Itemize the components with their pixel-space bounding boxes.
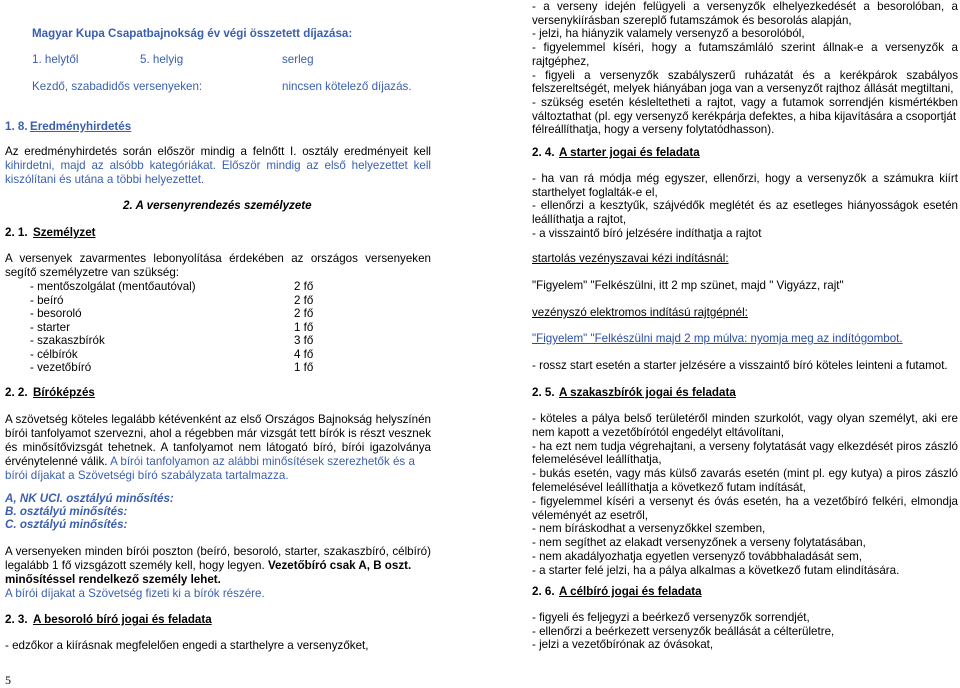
text-line: rajtgéphez, bbox=[532, 54, 590, 68]
text-line: véleményét az esetről, bbox=[532, 508, 648, 522]
section-2-2-title: Bíróképzés bbox=[33, 386, 95, 399]
text-line: felemelésével leállíthatja, bbox=[532, 453, 662, 467]
staff-count: 2 fő bbox=[294, 307, 314, 320]
section-2-4-number: 2. 4. bbox=[532, 146, 555, 159]
text-line: - köteles a pálya belső területéről minden szurkolót, vagy olyan személyt, aki ere bbox=[532, 412, 958, 425]
section-2-3-line: - edzőkor a kiírásnak megfelelően engedi a starthelyre a versenyzőket, bbox=[5, 639, 369, 652]
text-line: változtathat (pl. egy versenyző kerékpárja defektes, a hiba kijavítására a csoportját bbox=[532, 109, 957, 123]
staff-role: - célbírók bbox=[30, 347, 78, 361]
staff-role: - szakaszbírók bbox=[30, 334, 105, 347]
text-line: - ha ezt nem tudja végrehajtani, a verseny folytatását vagy elkezdését piros zászló bbox=[532, 439, 958, 453]
positions-line: minősítéssel rendelkező személy lehet. bbox=[5, 573, 221, 586]
section-2-5-number: 2. 5. bbox=[532, 386, 555, 399]
section-2-4-title: A starter jogai és feladata bbox=[559, 146, 700, 159]
section-1-8-line: Az eredményhirdetés során először mindig a felnőtt I. osztály eredményeit kell bbox=[5, 145, 431, 158]
text-line: - figyelemmel kíséri, hogy a futamszámláló szerint állnak-e a versenyzők a bbox=[532, 41, 958, 55]
text-line: - figyeli és feljegyzi a beérkező versenyzők sorrendjét, bbox=[532, 611, 810, 624]
text-line: starthelyet foglalták-e el, bbox=[532, 185, 658, 199]
section-2-3-number: 2. 3. bbox=[5, 613, 28, 626]
class-a: A, NK UCI. osztályú minősítés: bbox=[5, 492, 174, 505]
text-line: - a verseny idején felügyeli a versenyzők elhelyezkedését a besorolóban, a bbox=[532, 0, 958, 13]
positions-line: A versenyeken minden bírói poszton (beíró, besoroló, starter, szakaszbíró, célbíró) bbox=[5, 545, 431, 558]
text-line: - ha van rá módja még egyszer, ellenőrzi, hogy a versenyzők a számukra kiírt bbox=[532, 172, 958, 185]
text-line: - a visszaintő bíró jelzésére indíthatja a rajtot bbox=[532, 226, 762, 240]
staff-count: 1 fő bbox=[294, 320, 314, 334]
electro-text: "Figyelem" "Felkészülni majd 2 mp múlva: nyomja meg az indítógombot. bbox=[532, 332, 903, 345]
text-line: - jelzi, ha hiányzik valamely versenyző a besorolóból, bbox=[532, 27, 805, 41]
text-line: - figyelemmel kíséri a versenyt és óvás esetén, ha a vezetőbíró felkéri, elmondja bbox=[532, 494, 958, 508]
text-line: félreállíthatja, hogy a verseny folytatódhasson). bbox=[532, 123, 775, 137]
staff-role: - mentőszolgálat (mentőautóval) bbox=[30, 280, 196, 293]
chapter-2-title: 2. A versenyrendezés személyzete bbox=[123, 199, 312, 212]
text-line: - ellenőrzi a kesztyűk, szájvédők meglétét és az esetleges hiányosságok esetén bbox=[532, 199, 958, 213]
staff-count: 1 fő bbox=[294, 361, 314, 374]
section-2-3-title: A besoroló bíró jogai és feladata bbox=[33, 613, 212, 626]
staff-count: 2 fő bbox=[294, 293, 314, 307]
section-2-2-line: érvénytelenné válik. A bírói tanfolyamon az alábbi minősítések szerezhetők és a bbox=[5, 455, 415, 468]
section-2-2-line: bírói díjakat a Szövetségi bíró szabályzata tartalmazza. bbox=[5, 469, 289, 482]
prize-title: Magyar Kupa Csapatbajnokság év végi összetett díjazása: bbox=[32, 27, 353, 40]
staff-count: 4 fő bbox=[294, 347, 314, 361]
staff-role: - vezetőbíró bbox=[30, 361, 92, 374]
section-1-8-line: kihirdetni, majd az alsóbb kategóriákat. Először mindig az első helyezettet kell bbox=[5, 159, 431, 172]
positions-fee-note: A bírói díjakat a Szövetség fizeti ki a bírók részére. bbox=[5, 587, 265, 600]
section-2-2-line: bírói tanfolyamot szervezni, ahol a régebben már vizsgát tett bírók is részt vesznek bbox=[5, 427, 431, 440]
section-2-5-title: A szakaszbírók jogai és feladata bbox=[559, 386, 736, 399]
staff-role: - beíró bbox=[30, 293, 64, 307]
text-line: - nem akadályozhatja egyetlen versenyző továbbhaladását sem, bbox=[532, 550, 862, 563]
prize-from: 1. helytől bbox=[32, 53, 79, 66]
staff-count: 2 fő bbox=[294, 280, 314, 293]
electro-label: vezényszó elektromos indítású rajtgépnél: bbox=[532, 306, 748, 319]
staff-role: - besoroló bbox=[30, 307, 82, 320]
class-b: B. osztályú minősítés: bbox=[5, 505, 128, 518]
section-2-1-title: Személyzet bbox=[33, 226, 96, 239]
text-line: felszereltségét, melyek hiányában joga van a versenyzőt rajthoz állását megtiltani, bbox=[532, 82, 954, 96]
section-2-1-line: segítő személyzetre van szükség: bbox=[5, 266, 179, 279]
text-line: - figyeli a versenyzők szabályszerű ruházatát és a kerékpárok szabályos bbox=[532, 68, 958, 82]
staff-count: 3 fő bbox=[294, 334, 314, 347]
section-1-8-title: Eredményhirdetés bbox=[30, 120, 132, 133]
junior-label: Kezdő, szabadidős versenyeken: bbox=[32, 80, 203, 93]
section-1-8-number: 1. 8. bbox=[5, 120, 28, 133]
section-2-2-number: 2. 2. bbox=[5, 386, 28, 399]
text-line: leállíthatja a rajtot, bbox=[532, 213, 627, 227]
text-line: - nem bíráskodhat a versenyzőkkel szemben, bbox=[532, 522, 766, 536]
section-2-2-line: A szövetség köteles legalább kétévenként az első Országos Bajnokság helyszínén bbox=[5, 413, 431, 426]
text-line: - a starter felé jelzi, ha a pálya alkalmas a következő futam elindítására. bbox=[532, 563, 900, 577]
page-number: 5 bbox=[5, 673, 11, 687]
section-2-1-number: 2. 1. bbox=[5, 226, 28, 239]
staff-role: - starter bbox=[30, 320, 70, 334]
text-line: - nem segíthet az elakadt versenyzőnek a verseny folytatásában, bbox=[532, 536, 866, 550]
section-2-6-title: A célbíró jogai és feladata bbox=[559, 585, 702, 598]
text-line: nem kapott a vezetőbírótól engedélyt eltávolítani, bbox=[532, 425, 784, 439]
voice-label: startolás vezényszavai kézi indításnál: bbox=[532, 252, 729, 265]
section-2-6-number: 2. 6. bbox=[532, 585, 555, 598]
class-c: C. osztályú minősítés: bbox=[5, 518, 128, 531]
text-line: - ellenőrzi a beérkezett versenyzők beállását a célterületre, bbox=[532, 624, 835, 638]
section-2-1-line: A versenyek zavarmentes lebonyolítása érdekében az országos versenyeken bbox=[5, 252, 431, 265]
junior-value: nincsen kötelező díjazás. bbox=[282, 80, 412, 93]
positions-line: legalább 1 fő vizsgázott személy kell, hogy legyen. Vezetőbíró csak A, B oszt. bbox=[5, 559, 412, 572]
voice-text: "Figyelem" "Felkészülni, itt 2 mp szünet, majd " Vigyázz, rajt" bbox=[532, 279, 844, 292]
text-line: - jelzi a vezetőbírónak az óvásokat, bbox=[532, 638, 714, 652]
text-line: versenykiírásban szereplő futamszámok és besorolás alapján, bbox=[532, 13, 852, 27]
section-2-2-line: és minősítővizsgát tehetnek. A tanfolyamot nem látogató bíró, bírói igazolványa bbox=[5, 441, 431, 454]
prize-to: 5. helyig bbox=[140, 53, 184, 66]
false-start-line: - rossz start esetén a starter jelzésére a visszaintő bíró köteles leinteni a futamot. bbox=[532, 359, 948, 372]
text-line: felemelésével leállíthatja a következő futam indítását, bbox=[532, 481, 806, 494]
text-line: - bukás esetén, vagy más külső zavarás esetén (mint pl. egy kutya) a piros zászló bbox=[532, 467, 958, 481]
section-1-8-line: kiszólítani és utána a többi helyezettet. bbox=[5, 173, 205, 186]
text-line: - szükség esetén késleltetheti a rajtot, vagy a futamok sorrendjén kismértékben bbox=[532, 95, 958, 109]
prize-trophy: serleg bbox=[282, 53, 314, 66]
